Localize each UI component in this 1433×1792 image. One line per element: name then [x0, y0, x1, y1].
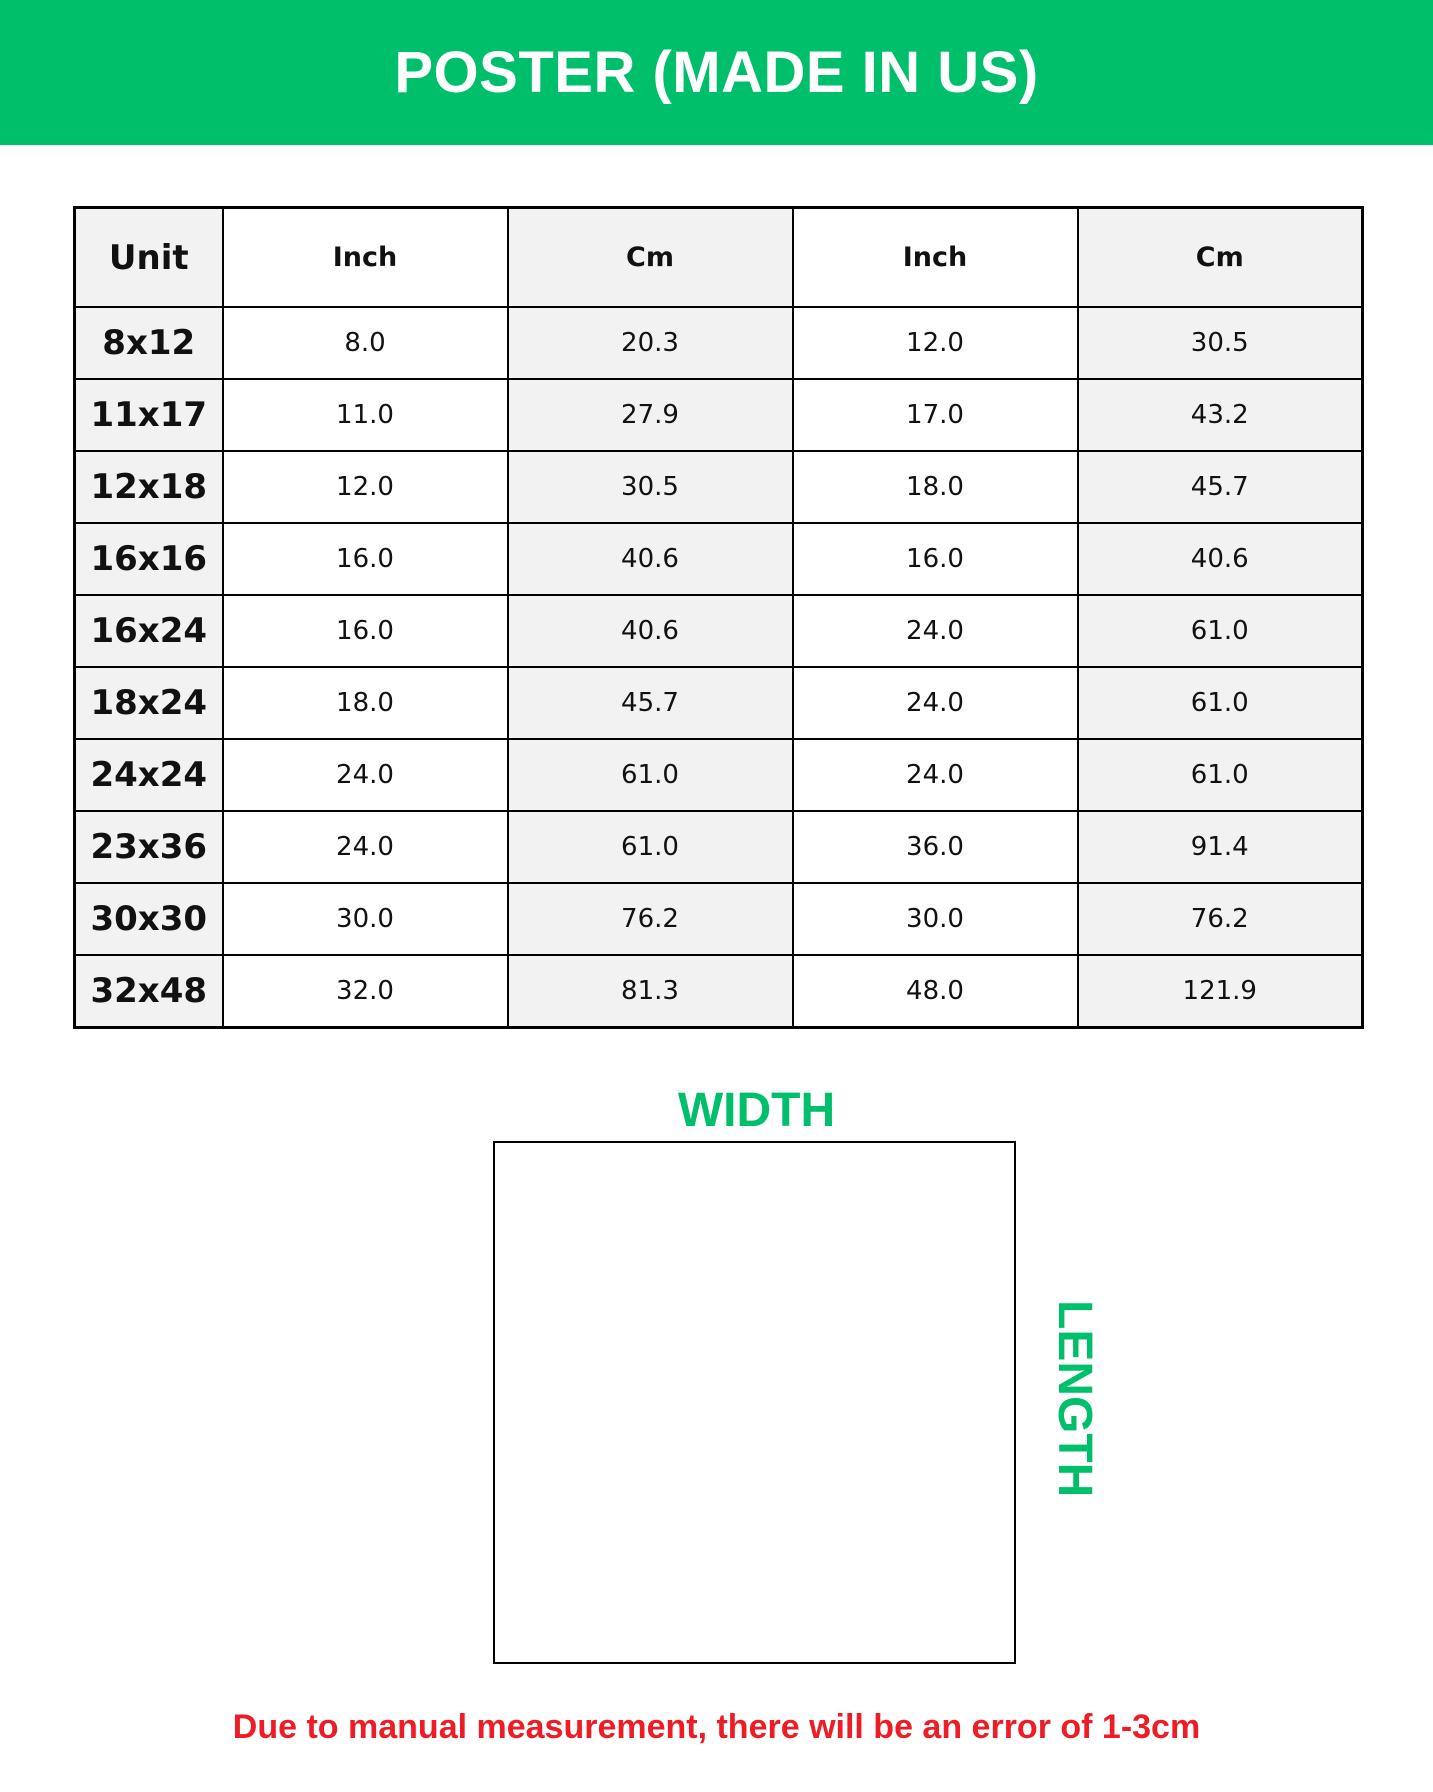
table-row [75, 307, 1363, 379]
cell-length-cm: 121.9 [1078, 955, 1363, 1028]
row-size-label: 24x24 [75, 739, 223, 811]
cell-width-inch: 16.0 [223, 595, 508, 667]
cell-length-cm: 91.4 [1078, 811, 1363, 883]
cell-width-inch: 32.0 [223, 955, 508, 1028]
cell-width-inch: 24.0 [223, 811, 508, 883]
header-width-cm: Cm [508, 208, 793, 308]
cell-length-inch: 18.0 [793, 451, 1078, 523]
header-banner [0, 0, 1433, 145]
table-row [75, 955, 1363, 1028]
header-length-cm: Cm [1078, 208, 1363, 308]
row-size-label: 16x24 [75, 595, 223, 667]
table-header-row [75, 208, 1363, 308]
table-row [75, 883, 1363, 955]
cell-length-cm: 43.2 [1078, 379, 1363, 451]
cell-width-inch: 30.0 [223, 883, 508, 955]
cell-width-cm: 40.6 [508, 595, 793, 667]
header-width-inch: Inch [223, 208, 508, 308]
row-size-label: 16x16 [75, 523, 223, 595]
cell-width-inch: 16.0 [223, 523, 508, 595]
row-size-label: 30x30 [75, 883, 223, 955]
table-row [75, 667, 1363, 739]
cell-width-cm: 45.7 [508, 667, 793, 739]
cell-width-inch: 11.0 [223, 379, 508, 451]
cell-length-inch: 16.0 [793, 523, 1078, 595]
cell-length-inch: 30.0 [793, 883, 1078, 955]
table-row [75, 811, 1363, 883]
cell-width-cm: 81.3 [508, 955, 793, 1028]
length-label: LENGTH [1048, 1300, 1101, 1498]
row-size-label: 8x12 [75, 307, 223, 379]
cell-length-cm: 76.2 [1078, 883, 1363, 955]
cell-length-cm: 45.7 [1078, 451, 1363, 523]
cell-length-cm: 61.0 [1078, 667, 1363, 739]
cell-length-cm: 61.0 [1078, 739, 1363, 811]
table-row [75, 451, 1363, 523]
cell-length-cm: 40.6 [1078, 523, 1363, 595]
row-size-label: 12x18 [75, 451, 223, 523]
measurement-note: Due to manual measurement, there will be an error of 1-3cm [232, 1708, 1201, 1746]
table-row [75, 379, 1363, 451]
cell-width-cm: 30.5 [508, 451, 793, 523]
cell-width-inch: 12.0 [223, 451, 508, 523]
cell-width-cm: 76.2 [508, 883, 793, 955]
row-size-label: 32x48 [75, 955, 223, 1028]
cell-width-cm: 61.0 [508, 811, 793, 883]
poster-outline [493, 1141, 1016, 1664]
cell-length-cm: 30.5 [1078, 307, 1363, 379]
width-label: WIDTH [677, 1084, 836, 1137]
cell-width-cm: 61.0 [508, 739, 793, 811]
table-row [75, 523, 1363, 595]
cell-width-inch: 24.0 [223, 739, 508, 811]
table-row [75, 595, 1363, 667]
cell-length-inch: 24.0 [793, 739, 1078, 811]
cell-width-inch: 8.0 [223, 307, 508, 379]
cell-width-cm: 27.9 [508, 379, 793, 451]
cell-length-inch: 17.0 [793, 379, 1078, 451]
cell-length-cm: 61.0 [1078, 595, 1363, 667]
cell-length-inch: 36.0 [793, 811, 1078, 883]
cell-length-inch: 24.0 [793, 667, 1078, 739]
page-title: POSTER (MADE IN US) [394, 40, 1039, 105]
header-length-inch: Inch [793, 208, 1078, 308]
cell-length-inch: 48.0 [793, 955, 1078, 1028]
table-row [75, 739, 1363, 811]
row-size-label: 11x17 [75, 379, 223, 451]
cell-length-inch: 24.0 [793, 595, 1078, 667]
cell-width-inch: 18.0 [223, 667, 508, 739]
cell-length-inch: 12.0 [793, 307, 1078, 379]
size-chart-table [73, 206, 1364, 1029]
cell-width-cm: 20.3 [508, 307, 793, 379]
header-unit: Unit [75, 208, 223, 308]
row-size-label: 18x24 [75, 667, 223, 739]
cell-width-cm: 40.6 [508, 523, 793, 595]
row-size-label: 23x36 [75, 811, 223, 883]
